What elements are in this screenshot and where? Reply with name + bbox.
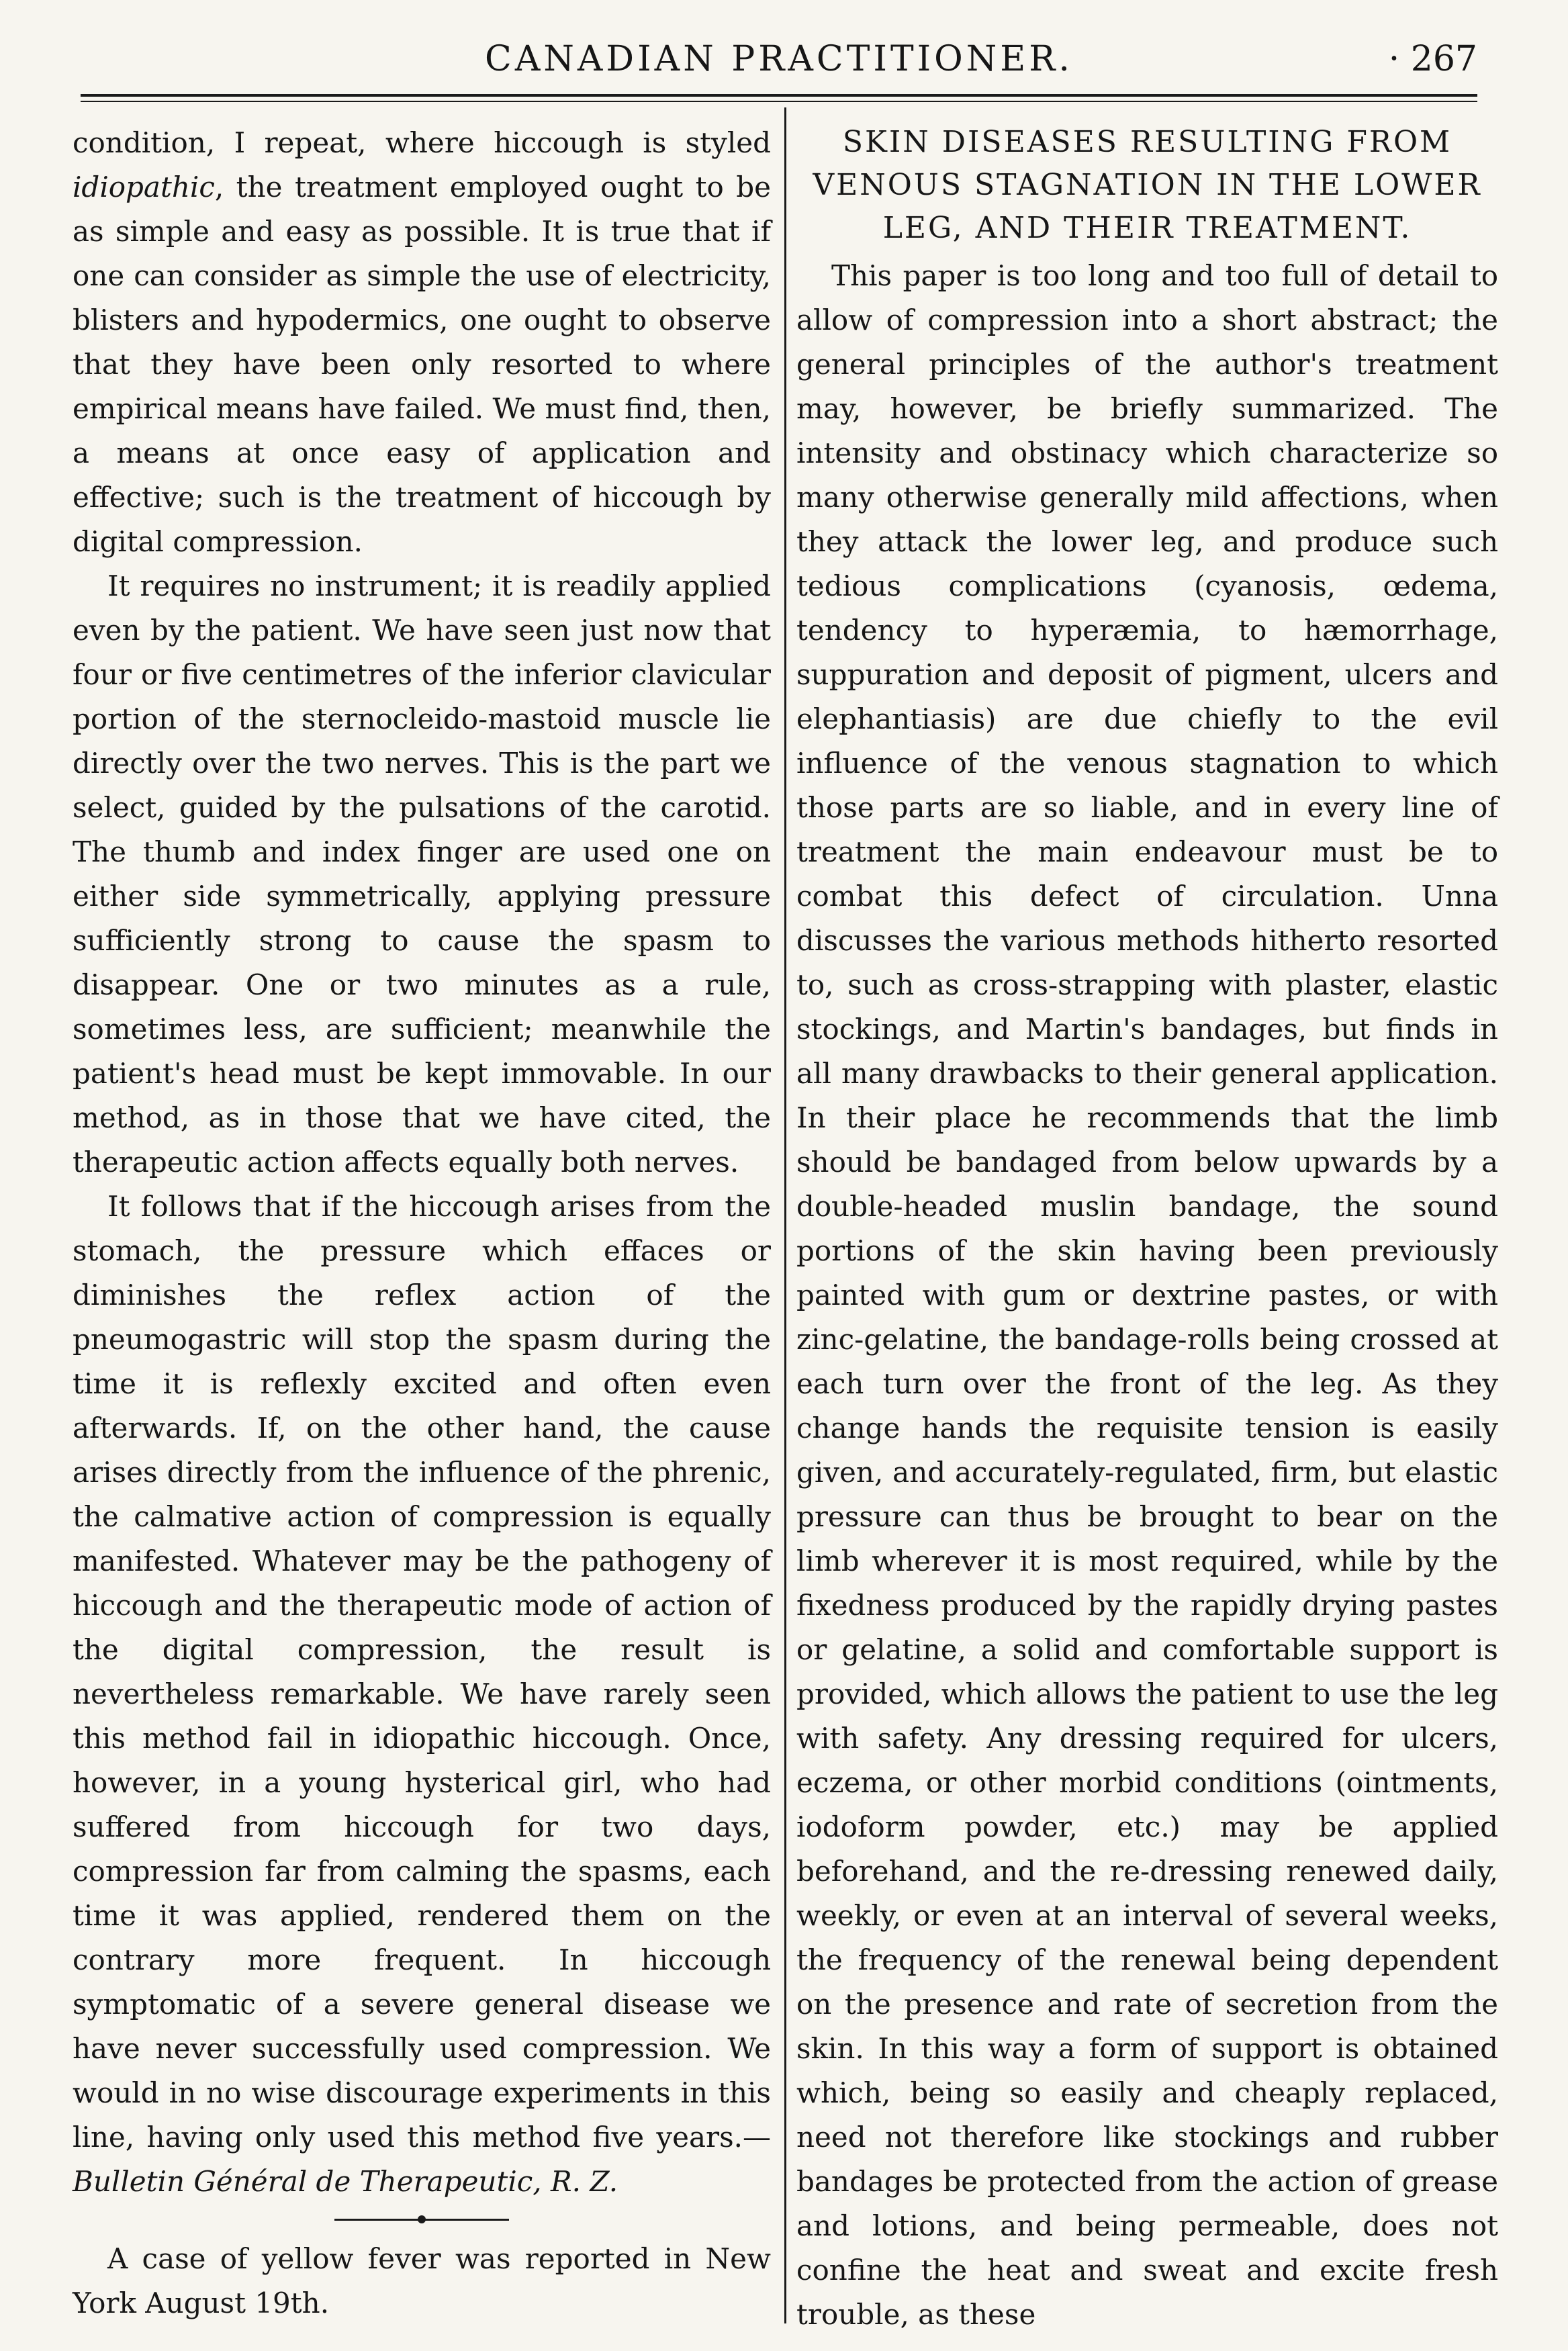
p1-text-post: , the treatment employed ought to be as simple and easy as possible. It is true that if one can consider as simple the use of electricity, blisters and hypodermics, one ought to observe that they have been only resorted to where empirical means have failed. We must find, then, a means at once easy of application and effective; such is the treatment of hiccough by digital compression. [73, 171, 771, 558]
paragraph-results [73, 1185, 771, 2204]
p1-italic-term: idiopathic [73, 171, 215, 203]
header-rule-thin [81, 101, 1477, 102]
news-note: A case of yellow fever was reported in New York August 19th. [73, 2242, 771, 2319]
right-column [796, 121, 1498, 2337]
p3-text: It follows that if the hiccough arises from the stomach, the pressure which effaces or diminishes the reflex action of the pneumogastric will stop the spasm during the time it is reflexly excited and often even afterwards. If, on the other hand, the cause arises directly from the influence of the phrenic, the calmative action of compression is equally manifested. Whatever may be the pathogeny of hiccough and the therapeutic mode of action of the digital compression, the result is nevertheless remarkable. We have rarely seen this method fail in idiopathic hiccough. Once, however, in a young hysterical girl, who had suffered from hiccough for two days, compression far from calming the spasms, each time it was applied, rendered them on the contrary more frequent. In hiccough symptomatic of a severe general disease we have never successfully used compression. We would in no wise discourage experiments in this line, having only used this method five years.— [73, 1190, 771, 2154]
section-separator [334, 2219, 509, 2221]
column-divider [784, 107, 786, 2323]
paragraph-method: It requires no instrument; it is readily applied even by the patient. We have seen just now that four or five centimetres of the inferior clavicular portion of the sternocleido-mastoid muscle lie directly over the two nerves. This is the part we select, guided by the pulsations of the carotid. The thumb and index finger are used one on either side symmetrically, applying pressure sufficiently strong to cause the spasm to disappear. One or two minutes as a rule, sometimes less, are sufficient; meanwhile the patient's head must be kept immovable. In our method, as in those that we have cited, the therapeutic action affects equally both nerves. [73, 569, 771, 1179]
left-column [73, 121, 771, 2325]
page-header [81, 39, 1477, 86]
p1-text-pre: condition, I repeat, where hiccough is styled [73, 126, 771, 159]
article-body: This paper is too long and too full of detail to allow of compression into a short abstract; the general principles of the author's treatment may, however, be briefly summarized. The intensity and obstinacy which characterize so many otherwise generally mild affections, when they attack the lower leg, and produce such tedious complications (cyanosis, œdema, tendency to hyperæmia, to hæmorrhage, suppuration and deposit of pigment, ulcers and elephantiasis) are due chiefly to the evil influence of the venous stagnation to which those parts are so liable, and in every line of treatment the main endeavour must be to combat this defect of circulation. Unna discusses the various methods hitherto resorted to, such as cross-strapping with plaster, elastic stockings, and Martin's bandages, but finds in all many drawbacks to their general application. In their place he recommends that the limb should be bandaged from below upwards by a double-headed muslin bandage, the sound portions of the skin having been previously painted with gum or dextrine pastes, or with zinc-gelatine, the bandage-rolls being crossed at each turn over the front of the leg. As they change hands the requisite tension is easily given, and accurately-regulated, firm, but elastic pressure can thus be brought to bear on the limb wherever it is most required, while by the fixedness produced by the rapidly drying pastes or gelatine, a solid and comfortable support is provided, which allows the patient to use the leg with safety. Any dressing required for ulcers, eczema, or other morbid conditions (ointments, iodoform powder, etc.) may be applied beforehand, and the re-dressing renewed daily, weekly, or even at an interval of several weeks, the frequency of the renewal being dependent on the presence and rate of secretion from the skin. In this way a form of support is obtained which, being so easily and cheaply replaced, need not therefore like stockings and rubber bandages be protected from the action of grease and lotions, and being permeable, does not confine the heat and sweat and excite fresh trouble, as these [796, 259, 1498, 2331]
header-rule [81, 94, 1477, 97]
page-number: · 267 [1388, 39, 1477, 79]
article-heading: SKIN DISEASES RESULTING FROM VENOUS STAGNATION IN THE LOWER LEG, AND THEIR TREATMENT. [813, 125, 1482, 245]
running-title: CANADIAN PRACTITIONER. [485, 39, 1073, 79]
source-citation: Bulletin Général de Therapeutic, R. Z. [73, 2165, 618, 2198]
paragraph-continuation [73, 121, 771, 564]
